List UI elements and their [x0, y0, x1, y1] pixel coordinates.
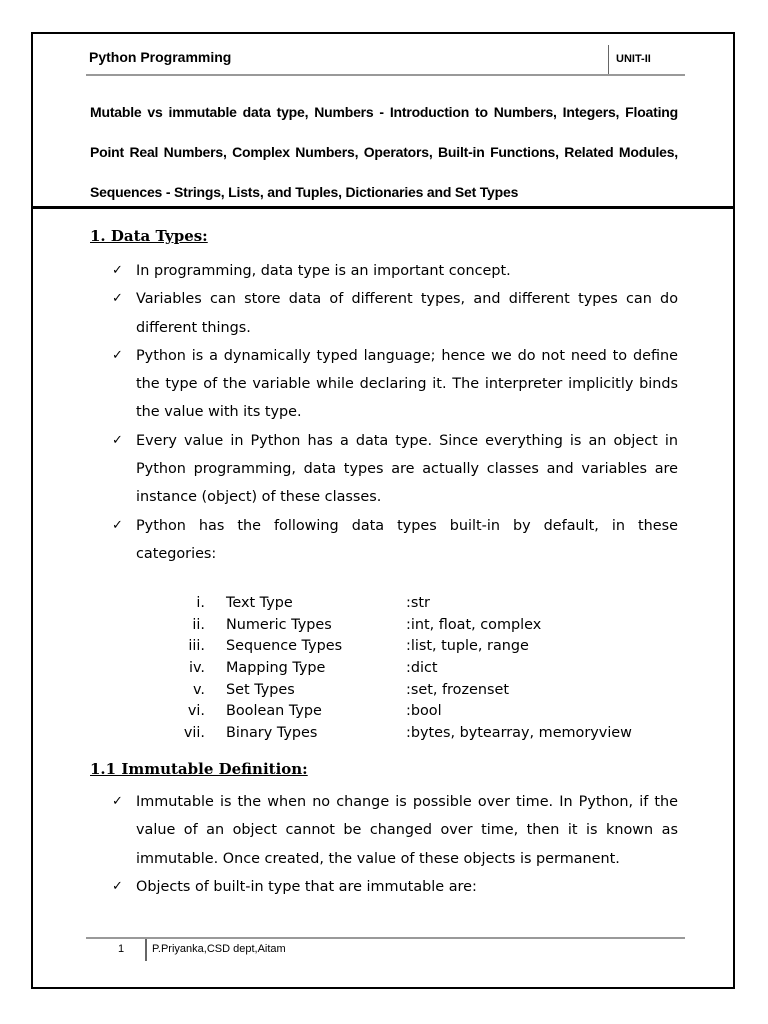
section-heading-data-types: 1. Data Types: [90, 227, 208, 245]
row-number: v. [193, 681, 205, 698]
header-title: Python Programming [89, 49, 232, 65]
type-name: Boolean Type [226, 703, 322, 720]
list-item [112, 257, 678, 285]
list-item [112, 342, 678, 427]
check-icon: ✓ [112, 878, 123, 894]
type-name: Sequence Types [226, 638, 343, 655]
table-row [150, 636, 670, 658]
row-number: i. [196, 595, 205, 611]
unit-topics: Mutable vs immutable data type, Numbers - Introduction to Numbers, Integers, Floating Point Real Numbers, Complex Numbers, Operators, Built-in Functions, Related Modules, Sequences - Strings, Lists, and Tuples, Dictionaries and Set Types [90, 104, 678, 200]
header-rule [86, 74, 685, 76]
type-value: :list, tuple, range [406, 638, 529, 655]
type-value: :dict [406, 660, 438, 677]
bullet-text: In programming, data type is an important concept. [136, 263, 511, 279]
check-icon: ✓ [112, 432, 123, 448]
check-icon: ✓ [112, 291, 123, 307]
list-item [112, 788, 678, 873]
table-row [150, 723, 670, 745]
immutable-bullet-list [112, 788, 678, 901]
bullet-text: Variables can store data of different types, and different types can do different things. [136, 291, 678, 336]
type-value: :set, frozenset [406, 681, 509, 698]
check-icon: ✓ [112, 263, 123, 278]
header-unit: UNIT-II [616, 53, 651, 65]
row-number: iv. [189, 660, 205, 677]
row-number: ii. [192, 616, 205, 633]
list-item [112, 512, 678, 569]
footer-rule [86, 937, 685, 939]
type-name: Mapping Type [226, 660, 326, 677]
type-name: Text Type [226, 595, 293, 611]
check-icon: ✓ [112, 794, 123, 809]
type-name: Binary Types [226, 725, 318, 742]
table-row [150, 593, 670, 615]
bullet-text: Every value in Python has a data type. Since everything is an object in Python programming, data types are actually classes and variables are instance (object) of these classes. [136, 432, 678, 506]
table-row [150, 615, 670, 637]
check-icon: ✓ [112, 517, 123, 533]
footer-divider [145, 939, 147, 961]
bullet-text: Python has the following data types built-in by default, in these categories: [136, 517, 678, 562]
row-number: vi. [187, 703, 205, 720]
type-name: Set Types [226, 681, 295, 698]
page-number: 1 [118, 943, 125, 955]
bullet-text: Objects of built-in type that are immutable are: [136, 878, 477, 895]
type-value: :int, float, complex [406, 616, 542, 633]
header-divider [608, 45, 609, 75]
row-number: vii. [183, 725, 205, 742]
bullet-text: Immutable is the when no change is possible over time. In Python, if the value of an object cannot be changed over time, then it is known as immutable. Once created, the value of these objects is permanent. [136, 794, 678, 867]
footer-author: P.Priyanka,CSD dept,Aitam [152, 943, 286, 955]
topics-rule [31, 206, 735, 209]
type-value: :str [406, 595, 430, 611]
list-item [112, 873, 678, 901]
table-row [150, 701, 670, 723]
table-row [150, 658, 670, 680]
table-row [150, 680, 670, 702]
type-name: Numeric Types [226, 616, 332, 633]
type-value: :bytes, bytearray, memoryview [406, 725, 632, 742]
list-item [112, 285, 678, 342]
list-item [112, 427, 678, 512]
data-types-table [150, 593, 670, 745]
section-heading-immutable: 1.1 Immutable Definition: [90, 760, 308, 778]
data-types-bullet-list [112, 257, 678, 568]
row-number: iii. [188, 638, 205, 655]
type-value: :bool [406, 703, 442, 720]
check-icon: ✓ [112, 347, 123, 363]
bullet-text: Python is a dynamically typed language; hence we do not need to define the type of the variable while declaring it. The interpreter implicitly binds the value with its type. [136, 347, 678, 421]
